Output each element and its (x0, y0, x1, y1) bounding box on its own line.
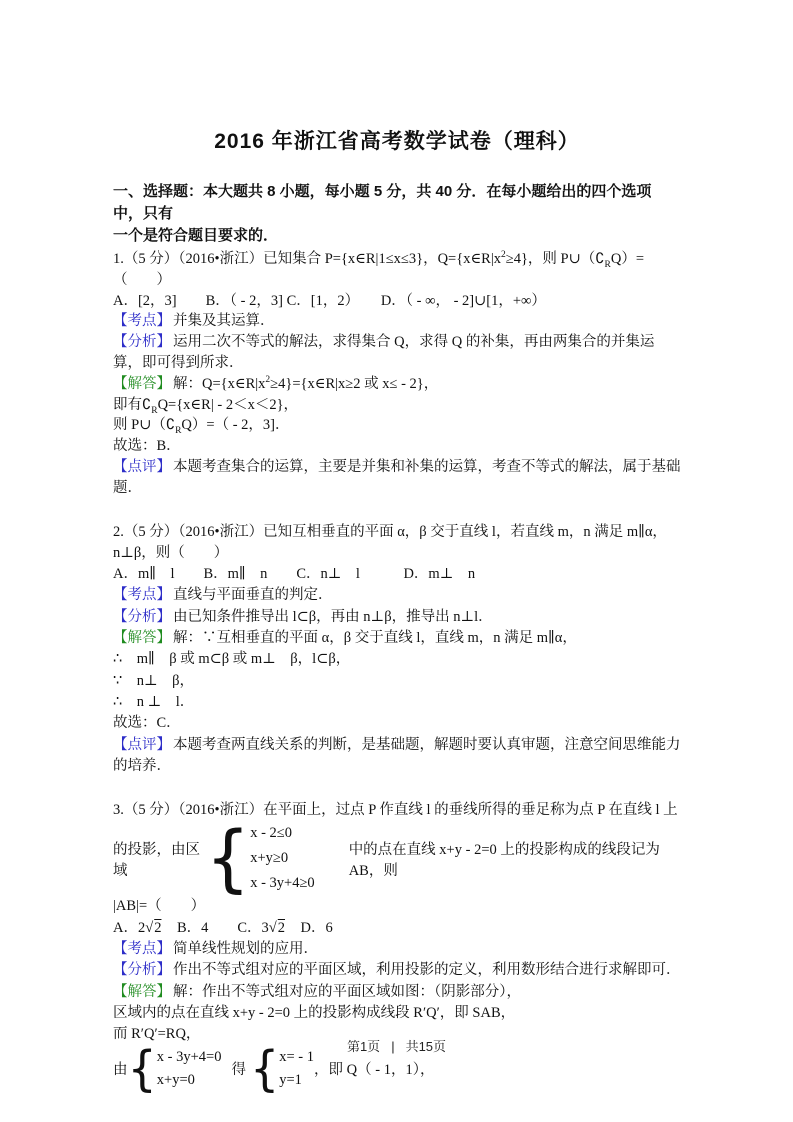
q1-stem-superscript: 2 (501, 250, 506, 261)
q2-jieda-line3: ∵ n⊥ β， (113, 672, 194, 689)
q1-jieda3-post: Q）=（ - 2，3]． (181, 417, 290, 434)
q2-stem-line2: n⊥β，则（ ） (113, 544, 229, 561)
left-brace-icon: { (249, 1039, 280, 1097)
kaodian-label: 【考点】 (113, 587, 171, 604)
q1-jieda3-pre: 则 P∪（∁ (113, 417, 176, 434)
fenxi-label: 【分析】 (113, 608, 171, 625)
footer-separator: | (391, 1039, 395, 1054)
q3-jieda-line2: 区域内的点在直线 x+y - 2=0 上的投影构成线段 R′Q′，即 SAB， (113, 1004, 516, 1021)
q1-kaodian (113, 311, 681, 332)
q3-kaodian (113, 939, 681, 960)
q3-ab-line: |AB|=（ ） (113, 898, 206, 915)
q3-jieda-line1 (113, 982, 681, 1003)
q1-stem-subscript: R (604, 259, 611, 270)
footer-total-pages: 共15页 (405, 1039, 447, 1054)
q3-kaodian-text: 简单线性规划的应用． (173, 941, 318, 958)
q3-stem-line2 (113, 815, 681, 902)
q2-jieda1-text: 解：∵互相垂直的平面 α，β 交于直线 l，直线 m，n 满足 m∥α， (173, 630, 577, 647)
q3-system-line3: x - 3y+4≥0 (250, 875, 315, 892)
q3-system-line2: x+y≥0 (250, 850, 289, 867)
kaodian-label: 【考点】 (113, 313, 171, 330)
q3-sys2-line1: x= - 1 (279, 1048, 315, 1065)
q2-fenxi (113, 607, 681, 628)
q2-stem-line1: 2.（5 分）（2016•浙江）已知互相垂直的平面 α，β 交于直线 l，若直线 m，n 满足 m∥α， (113, 523, 667, 540)
jieda-label: 【解答】 (113, 375, 171, 392)
q2-jieda-line1 (113, 628, 681, 649)
page-footer (0, 1036, 793, 1055)
q1-dianping (113, 457, 681, 499)
q3-inequality-system (205, 815, 315, 902)
question-1 (113, 249, 681, 499)
jieda-label: 【解答】 (113, 983, 171, 1000)
q2-options: A．m∥ l B．m∥ n C．n⊥ l D．m⊥ n (113, 566, 476, 583)
sqrt-icon: √ (145, 919, 154, 936)
page-title: 2016 年浙江省高考数学试卷（理科） (214, 130, 580, 153)
q1-jieda1-post: ≥4}={x∈R|x≥2 或 x≤ - 2}， (270, 375, 439, 392)
left-brace-icon: { (205, 815, 251, 902)
q2-jieda-line4: ∴ n ⊥ l． (113, 693, 195, 710)
q3-final-post: ，即 Q（ - 1，1）， (314, 1062, 435, 1078)
q1-stem-pre: 1.（5 分）（2016•浙江）已知集合 P={x∈R|1≤x≤3}，Q={x∈R|x (113, 251, 502, 267)
q1-jieda1-superscript: 2 (265, 374, 271, 385)
q1-jieda2-post: Q={x∈R| - 2＜x＜2}， (157, 396, 299, 413)
q3-final-mid: 得 (231, 1062, 246, 1078)
q3-stem-line1: 3.（5 分）（2016•浙江）在平面上，过点 P 作直线 l 的垂线所得的垂足称为点 P 在直线 l 上 (113, 802, 678, 819)
jieda-label: 【解答】 (113, 630, 171, 647)
q3-sys1-line2: x+y=0 (156, 1071, 195, 1088)
section-heading-line1: 一、选择题：本大题共 8 小题，每小题 5 分，共 40 分．在每小题给出的四个选项中，只有 (113, 183, 652, 222)
q3-sys1-line1: x - 3y+4=0 (156, 1048, 222, 1065)
q3-option-a-radicand: 2 (154, 919, 162, 936)
q1-jieda3-subscript: R (175, 426, 182, 437)
q1-options: A．[2，3] B．（ - 2，3] C．[1，2） D．（ - ∞， - 2]∪[1，+∞） (113, 292, 546, 309)
q1-fenxi (113, 332, 681, 374)
q3-sys2-line2: y=1 (279, 1071, 302, 1088)
sqrt-icon: √ (268, 919, 277, 936)
q1-kaodian-text: 并集及其运算． (173, 313, 275, 330)
q1-jieda-line1 (113, 374, 681, 395)
section-heading (113, 181, 681, 247)
q3-fenxi (113, 960, 681, 981)
q1-jieda1-pre: 解：Q={x∈R|x (173, 375, 266, 392)
fenxi-label: 【分析】 (113, 334, 171, 351)
kaodian-label: 【考点】 (113, 941, 171, 958)
q1-jieda-line2 (113, 395, 681, 416)
q3-stem2-pre: 的投影，由区域 (113, 841, 200, 879)
q3-option-d: D．6 (286, 919, 333, 936)
question-2 (113, 522, 681, 778)
q2-answer-choice: 故选：C． (113, 715, 181, 732)
q2-dianping-text: 本题考查两直线关系的判断，是基础题，解题时要认真审题，注意空间思维能力的培养． (113, 736, 681, 774)
q2-dianping (113, 735, 681, 778)
q3-system-line1: x - 2≤0 (250, 825, 293, 842)
q2-kaodian (113, 585, 681, 606)
q3-stem2-post: 中的点在直线 x+y - 2=0 上的投影构成的线段记为 AB，则 (348, 841, 660, 879)
q1-jieda2-subscript: R (151, 405, 158, 416)
q2-kaodian-text: 直线与平面垂直的判定． (173, 587, 333, 604)
q3-fenxi-text: 作出不等式组对应的平面区域，利用投影的定义，利用数形结合进行求解即可． (173, 962, 681, 979)
q3-option-c-radicand: 2 (277, 919, 286, 936)
footer-page-number: 第1页 (346, 1039, 381, 1054)
q1-fenxi-text: 运用二次不等式的解法，求得集合 Q，求得 Q 的补集，再由两集合的并集运算，即可得到所求． (113, 334, 655, 371)
left-brace-icon: { (127, 1039, 157, 1097)
q3-jieda1-text: 解：作出不等式组对应的平面区域如图：（阴影部分）， (173, 983, 521, 1000)
q1-stem (113, 249, 681, 291)
q1-answer-choice: 故选：B． (113, 438, 181, 455)
q3-final-pre: 由 (113, 1062, 128, 1078)
dianping-label: 【点评】 (113, 736, 171, 753)
q1-jieda-line3 (113, 415, 681, 436)
dianping-label: 【点评】 (113, 458, 171, 475)
q1-dianping-text: 本题考查集合的运算，主要是并集和补集的运算，考查不等式的解法，属于基础题． (113, 458, 681, 496)
q1-stem-mid: ≥4}，则 P∪（∁ (505, 251, 605, 267)
q3-option-a-pre: A．2 (113, 919, 146, 936)
q3-options (113, 918, 681, 939)
q3-options-bc: B．4 C．3 (162, 919, 269, 936)
q1-jieda2-pre: 即有∁ (113, 396, 152, 413)
q2-fenxi-text: 由已知条件推导出 l⊂β，再由 n⊥β，推导出 n⊥l． (173, 608, 493, 625)
fenxi-label: 【分析】 (113, 962, 171, 979)
q1-stem-post: Q）=（ ） (113, 251, 644, 288)
q2-jieda-line2: ∴ m∥ β 或 m⊂β 或 m⊥ β，l⊂β， (113, 651, 351, 668)
section-heading-line2: 一个是符合题目要求的． (113, 227, 279, 244)
q3-jieda-line3: 而 R′Q′=RQ， (113, 1026, 201, 1043)
